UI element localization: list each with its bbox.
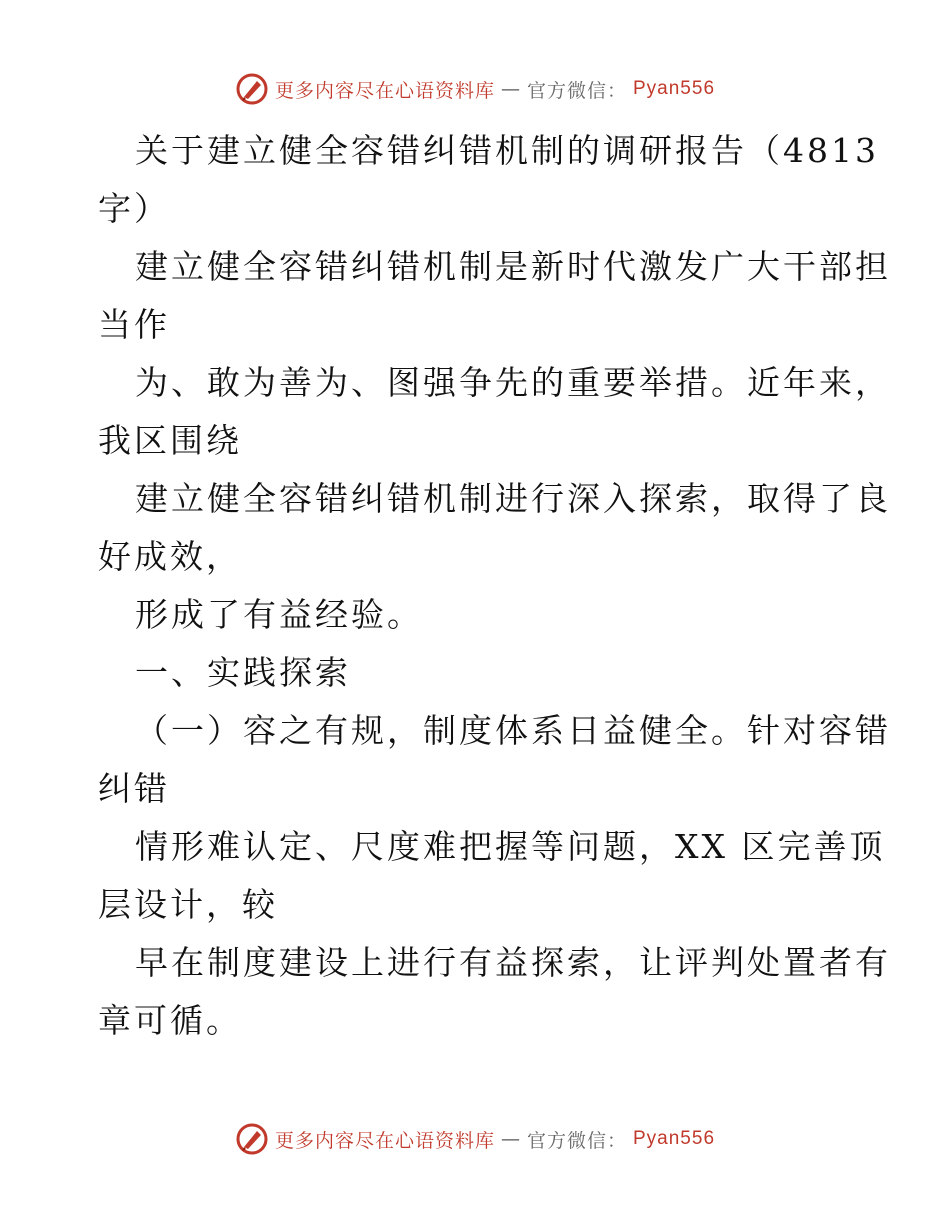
document-body xyxy=(98,122,891,1050)
paragraph-line: 我区围绕 xyxy=(98,421,242,460)
paragraph-line: 层设计，较 xyxy=(98,885,278,924)
paragraph-line: 纠错 xyxy=(98,769,170,808)
paragraph-line: 为、敢为善为、图强争先的重要举措。近年来， xyxy=(135,363,891,402)
pen-logo-icon xyxy=(235,1122,269,1156)
banner-official-label: 官方微信： xyxy=(526,1129,627,1152)
footer-watermark-banner xyxy=(0,1122,950,1156)
paragraph-line: 建立健全容错纠错机制进行深入探索，取得了良 xyxy=(135,479,891,518)
paragraph-line: 好成效， xyxy=(98,537,242,576)
paragraph-line: 建立健全容错纠错机制是新时代激发广大干部担 xyxy=(135,247,891,286)
banner-wechat-id: Pyan556 xyxy=(633,1128,716,1149)
banner-main-text: 更多内容尽在心语资料库 xyxy=(274,1129,495,1152)
paragraph-line: 形成了有益经验。 xyxy=(135,595,423,634)
paragraph-line: 早在制度建设上进行有益探索，让评判处置者有 xyxy=(135,943,891,982)
banner-dash: — xyxy=(500,78,521,100)
banner-main-text: 更多内容尽在心语资料库 xyxy=(274,79,495,102)
paragraph-line: 情形难认定、尺度难把握等问题，XX 区完善顶 xyxy=(135,827,886,866)
pen-logo-icon xyxy=(235,72,269,106)
paragraph-line: 当作 xyxy=(98,305,170,344)
banner-official-label: 官方微信： xyxy=(526,79,627,102)
document-title: 关于建立健全容错纠错机制的调研报告（4813 xyxy=(135,131,879,170)
section-heading: 一、实践探索 xyxy=(135,653,351,692)
paragraph-line: 章可循。 xyxy=(98,1001,242,1040)
banner-dash: — xyxy=(500,1128,521,1150)
header-watermark-banner xyxy=(0,72,950,106)
document-title-continued: 字） xyxy=(98,189,170,228)
banner-wechat-id: Pyan556 xyxy=(633,78,716,99)
subsection-line: （一）容之有规，制度体系日益健全。针对容错 xyxy=(135,711,891,750)
